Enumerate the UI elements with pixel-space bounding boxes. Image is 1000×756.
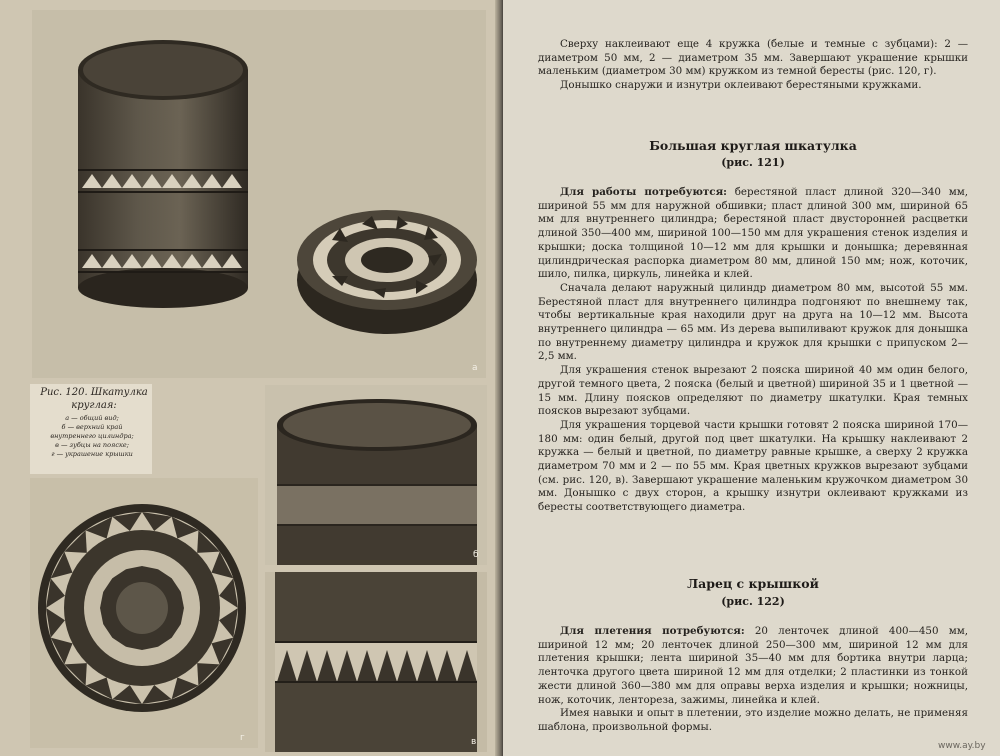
paragraph: Для украшения торцевой части крышки готовят 2 пояска шириной 170—180 мм: один белый, другой под цвет шкатулки. На крышку наклеивают 2 кружка — белый и цветной, по диаметру равные крышке, а сверху 2 кружка диаметром 70 мм и 2 — по 55 мм. Края цветных кружков вырезают зубцами (см. рис. 120, в). Завершают украшение маленьким кружочком диаметром 30 мм. Донышко с двух сторон, а крышку изнутри оклеивают кружками из бересты соответствующего диаметра. (538, 418, 968, 514)
caption-item: а — общий вид; (65, 414, 119, 422)
photo-b-inner-cylinder (265, 385, 487, 565)
photo-v-teeth-band (265, 572, 487, 752)
section1-materials: берестяной пласт длиной 320—340 мм, шириной 55 мм для наружной обшивки; пласт длиной 300 мм, шириной 65 мм для внутреннего цилиндра; берестяной пласт двусторонней расцветки длиной 350—400 мм, шириной 100—150 мм для украшения стенок изделия и крышки; доска толщиной 10—12 мм для крышки и донышка; деревянная цилиндрическая распорка диаметром 80 мм, длиной 150 мм; нож, коточик, шило, пилка, циркуль, линейка и клей. (538, 186, 968, 281)
paragraph: Донышко снаружи и изнутри оклеивают берестяными кружками. (560, 79, 922, 92)
photo-a-round-box (32, 10, 486, 378)
round-box-illustration (32, 10, 486, 378)
section2-body (538, 625, 968, 735)
section2-materials: 20 ленточек длиной 400—450 мм, шириной 12 мм; 20 ленточек длиной 250—300 мм, шириной 12 мм для плетения крышки; лента шириной 35—40 мм для бортика внутри ларца; ленточка другого цвета шириной 12 мм для отделки; 2 пластинки из тонкой жести длиной 360—380 мм для оправы верха изделия и крышки; ножницы, нож, коточик, лентореза, зажимы, линейка и клей. (538, 625, 968, 706)
intro-text (538, 38, 968, 93)
paragraph: Для украшения стенок вырезают 2 пояска шириной 40 мм один белого, другой темного цвета, 2 пояска (белый и цветной) шириной 35 и 1 цветной — 15 мм. Длину поясков определяют по диаметру шкатулки. Края темных поясков вырезают зубцами. (538, 364, 968, 418)
paragraph: Сверху наклеивают еще 4 кружка (белые и темные с зубцами): 2 — диаметром 50 мм, 2 — диаметром 35 мм. Завершают украшение крышки маленьким (диаметром 30 мм) кружком из темной бересты (рис. 120, г). (538, 38, 968, 78)
paragraph: Сначала делают наружный цилиндр диаметром 80 мм, высотой 55 мм. Берестяной пласт для внутреннего цилиндра подгоняют по внешнему так, чтобы вертикальные края находили друг на друга на 10—12 мм. Высота внутреннего цилиндра — 65 мм. Из дерева выпиливают кружок для донышка по внутреннему диаметру цилиндра и кружок для крышки с припуском 2—2,5 мм. (538, 281, 968, 363)
section1-lead: Для работы потребуются: (560, 186, 727, 198)
section1-ref: (рис. 121) (721, 156, 785, 169)
caption-item: внутреннего цилиндра; (50, 432, 134, 440)
section2-lead: Для плетения потребуются: (560, 625, 745, 637)
section2-ref: (рис. 122) (721, 595, 785, 608)
caption-item: г — украшение крышки (51, 450, 133, 458)
section1-body (538, 186, 968, 515)
caption-title: Рис. 120. Шкатулка круглая: (40, 387, 148, 411)
caption-item: б — верхний край (61, 423, 123, 431)
lid-decoration-illustration (30, 478, 258, 748)
figure-caption (30, 384, 152, 474)
photo-v-letter: в (471, 737, 477, 747)
inner-cylinder-illustration (265, 385, 487, 565)
photo-a-letter: а (472, 363, 478, 373)
paragraph: Имея навыки и опыт в плетении, это изделие можно делать, не применяя шаблона, произвольной формы. (538, 707, 968, 733)
photo-b-letter: б (473, 550, 479, 560)
caption-item: в — зубцы на пояске; (55, 441, 129, 449)
watermark: www.ay.by (938, 741, 986, 751)
section1-title: Большая круглая шкатулка (649, 138, 857, 153)
photo-g-letter: г (240, 733, 245, 743)
photo-g-lid-decoration (30, 478, 258, 748)
section2-title: Ларец с крышкой (687, 576, 819, 591)
teeth-band-illustration (265, 572, 487, 752)
